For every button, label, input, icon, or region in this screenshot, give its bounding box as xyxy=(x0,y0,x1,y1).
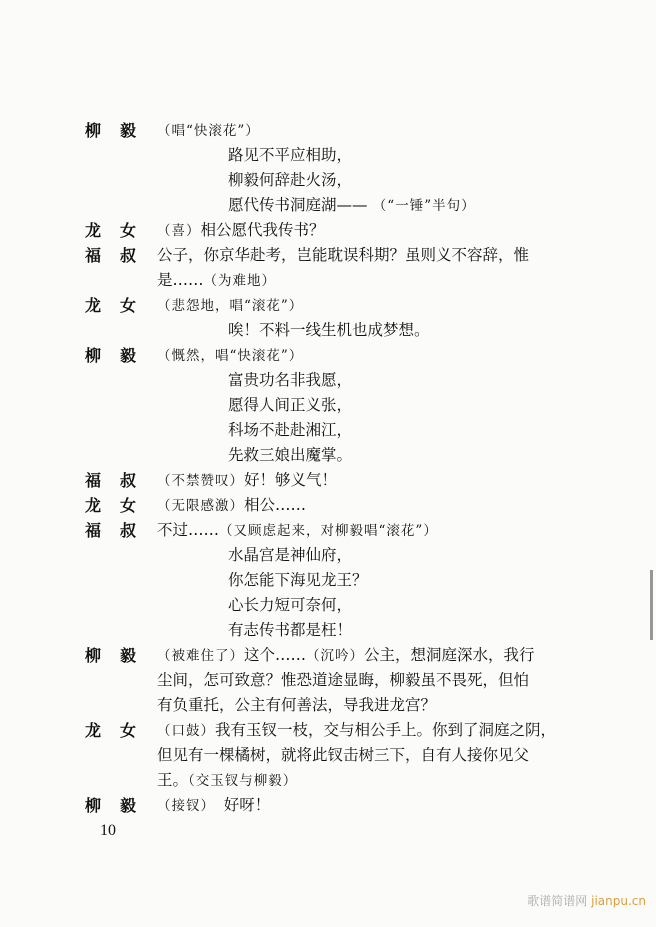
speaker-name xyxy=(85,118,155,143)
speaker-char: 龙 xyxy=(85,496,102,515)
spoken-text: 唉！不料一线生机也成梦想。 xyxy=(228,321,430,339)
line-text xyxy=(157,643,535,669)
watermark-site: 歌谱简谱网 xyxy=(527,894,588,908)
spoken-text: 有负重托，公主有何善法，导我进龙宫？ xyxy=(157,696,437,714)
stage-direction: （口鼓） xyxy=(157,723,215,739)
spoken-text: 相公愿代我传书？ xyxy=(200,221,325,239)
speaker-name xyxy=(85,718,155,743)
spoken-text: 好呀！ xyxy=(208,796,271,814)
speaker-name xyxy=(85,518,155,543)
line-text xyxy=(157,218,325,244)
speaker-name xyxy=(85,218,155,243)
speaker-name xyxy=(85,293,155,318)
stage-direction: （喜） xyxy=(157,223,201,239)
speaker-char: 女 xyxy=(120,496,137,515)
line-text xyxy=(228,418,352,443)
line-text xyxy=(228,168,352,193)
stage-direction: （不禁赞叹） xyxy=(157,473,244,489)
line-text xyxy=(157,293,303,319)
speaker-name xyxy=(85,343,155,368)
speaker-char: 毅 xyxy=(120,121,137,140)
stage-direction: （又顾虑起来，对柳毅唱“滚花”） xyxy=(219,523,438,539)
spoken-text: 公主，想洞庭深水，我行 xyxy=(364,646,535,664)
line-text xyxy=(228,593,352,618)
speaker-char: 女 xyxy=(120,221,137,240)
line-text xyxy=(228,543,352,568)
spoken-text: 有志传书都是枉！ xyxy=(228,621,353,639)
spoken-text: 心长力短可奈何， xyxy=(228,596,353,614)
stage-direction: （“一锤”半句） xyxy=(367,198,476,214)
spoken-text: 科场不赴赴湘江， xyxy=(228,421,353,439)
speaker-char: 柳 xyxy=(85,646,102,665)
spoken-text: 水晶宫是神仙府， xyxy=(228,546,353,564)
speaker-name xyxy=(85,643,155,668)
speaker-char: 龙 xyxy=(85,721,102,740)
line-text xyxy=(228,318,430,343)
line-text xyxy=(157,693,436,718)
line-text xyxy=(157,743,529,768)
speaker-char: 叔 xyxy=(120,521,137,540)
spoken-text: 是…… xyxy=(157,271,204,289)
spoken-text: 不过…… xyxy=(157,521,220,539)
speaker-char: 龙 xyxy=(85,296,102,315)
line-text xyxy=(228,393,352,418)
speaker-char: 毅 xyxy=(120,796,137,815)
speaker-char: 毅 xyxy=(120,646,137,665)
spoken-text: 这个…… xyxy=(244,646,307,664)
line-text xyxy=(157,493,306,519)
stage-direction: （为难地） xyxy=(203,273,277,289)
line-text xyxy=(157,468,337,494)
speaker-char: 毅 xyxy=(120,346,137,365)
stage-direction: （唱“快滚花”） xyxy=(157,123,260,139)
line-text xyxy=(228,568,368,593)
line-text xyxy=(228,618,352,643)
spoken-text: 我有玉钗一枝，交与相公手上。你到了洞庭之阴， xyxy=(215,721,557,739)
stage-direction: （无限感激） xyxy=(157,498,244,514)
spoken-text: 好！够义气！ xyxy=(244,471,338,489)
speaker-name xyxy=(85,793,155,818)
line-text xyxy=(157,668,529,693)
spoken-text: 王。 xyxy=(157,771,189,789)
line-text xyxy=(228,368,352,393)
line-text xyxy=(228,443,352,468)
line-text xyxy=(228,143,352,168)
speaker-char: 福 xyxy=(85,521,102,540)
spoken-text: 你怎能下海见龙王？ xyxy=(228,571,368,589)
speaker-char: 福 xyxy=(85,471,102,490)
spoken-text: 相公…… xyxy=(244,496,307,514)
watermark-url: jianpu.cn xyxy=(591,894,646,908)
line-text xyxy=(157,718,556,744)
line-text xyxy=(157,768,297,794)
spoken-text: 但见有一棵橘树，就将此钗击树三下，自有人接你见父 xyxy=(157,746,530,764)
speaker-char: 柳 xyxy=(85,346,102,365)
speaker-char: 叔 xyxy=(120,246,137,265)
speaker-name xyxy=(85,493,155,518)
spoken-text: 公子，你京华赴考，岂能耽误科期？虽则义不容辞，惟 xyxy=(157,246,530,264)
line-text xyxy=(157,343,303,369)
line-text xyxy=(157,793,270,819)
line-text xyxy=(157,118,260,144)
spoken-text: 路见不平应相助， xyxy=(228,146,353,164)
page-number: 10 xyxy=(100,822,116,839)
spoken-text: 愿得人间正义张， xyxy=(228,396,353,414)
speaker-char: 叔 xyxy=(120,471,137,490)
spoken-text: 先救三娘出魔掌。 xyxy=(228,446,353,464)
stage-direction: （接钗） xyxy=(157,798,209,814)
line-text xyxy=(157,268,276,294)
speaker-char: 柳 xyxy=(85,796,102,815)
spoken-text: 愿代传书洞庭湖—— xyxy=(228,196,368,214)
spoken-text: 富贵功名非我愿， xyxy=(228,371,353,389)
line-text xyxy=(157,243,529,268)
speaker-char: 女 xyxy=(120,296,137,315)
stage-direction: （交玉钗与柳毅） xyxy=(188,773,298,789)
line-text xyxy=(157,518,438,544)
speaker-char: 女 xyxy=(120,721,137,740)
speaker-char: 龙 xyxy=(85,221,102,240)
speaker-char: 柳 xyxy=(85,121,102,140)
stage-direction: （慨然，唱“快滚花”） xyxy=(157,348,304,364)
stage-direction: （悲怨地，唱“滚花”） xyxy=(157,298,304,314)
speaker-char: 福 xyxy=(85,246,102,265)
speaker-name xyxy=(85,243,155,268)
stage-direction: （被难住了） xyxy=(157,648,244,664)
stage-direction: （沉吟） xyxy=(306,648,365,664)
spoken-text: 尘间，怎可致意？惟恐道途显晦，柳毅虽不畏死，但怕 xyxy=(157,671,530,689)
speaker-name xyxy=(85,468,155,493)
spoken-text: 柳毅何辞赴火汤， xyxy=(228,171,353,189)
scan-edge-mark xyxy=(650,570,653,640)
watermark xyxy=(527,892,646,909)
line-text xyxy=(228,193,476,219)
